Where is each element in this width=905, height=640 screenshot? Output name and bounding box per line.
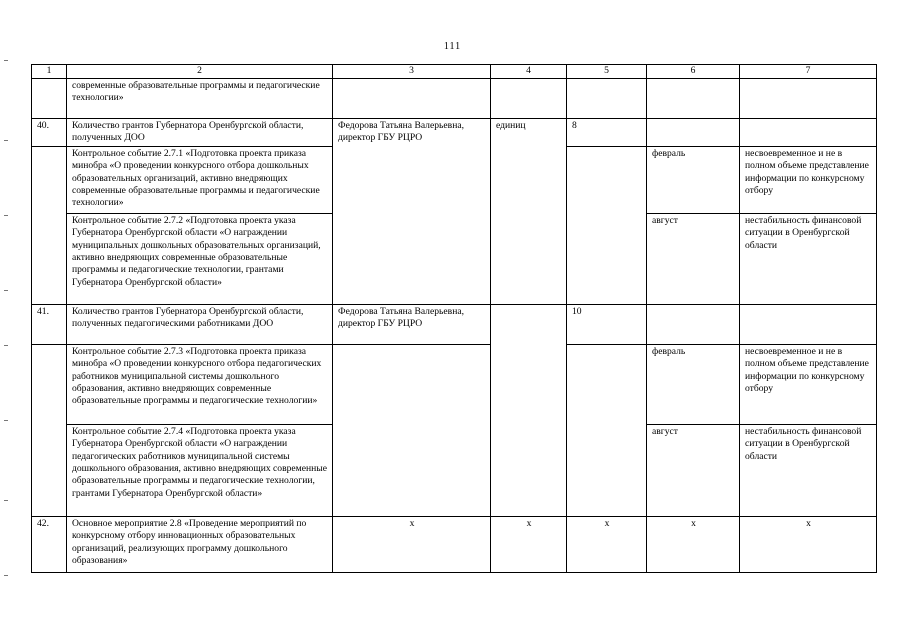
- risk-cell: [740, 304, 877, 344]
- description-cell: Контрольное событие 2.7.2 «Подготовка проекта указа Губернатора Оренбургской области «О награждении муниципальных дошкольных образовательных организаций, активно внедряющих современные образовательные программы и педагогические технологии, грантами Губернатора Оренбургской области»: [67, 213, 333, 304]
- description-cell: Контрольное событие 2.7.1 «Подготовка проекта приказа минобра «О проведении конкурсного отбора дошкольных образовательных организаций, активно внедряющих современные образовательные программы и педагогические технологии»: [67, 146, 333, 213]
- period-cell: [647, 119, 740, 147]
- period-cell: [647, 304, 740, 344]
- row-number-cell: [32, 146, 67, 304]
- row-number-cell: [32, 344, 67, 516]
- table-row: [32, 119, 877, 147]
- value-cell: [567, 79, 647, 119]
- page-number: 111: [443, 41, 462, 52]
- table-header-row: [32, 65, 877, 79]
- value-cell: [567, 344, 647, 516]
- header-cell: 5: [567, 65, 647, 79]
- risk-cell: несвоевременное и не в полном объеме представление информации по конкурсному отбору: [740, 344, 877, 424]
- header-cell: 3: [333, 65, 491, 79]
- unit-cell: [491, 304, 567, 516]
- period-cell: [647, 79, 740, 119]
- row-number-cell: [32, 79, 67, 119]
- risk-cell: х: [740, 516, 877, 572]
- risk-cell: нестабильность финансовой ситуации в Оренбургской области: [740, 213, 877, 304]
- responsible-cell: Федорова Татьяна Валерьевна, директор ГБУ РЦРО: [333, 304, 491, 344]
- value-cell: 10: [567, 304, 647, 344]
- description-cell: Контрольное событие 2.7.4 «Подготовка проекта указа Губернатора Оренбургской области «О награждении педагогических работников муниципальной системы дошкольного образования, активно внедряющих современные образовательные программы и педагогические технологии, грантами Губернатора Оренбургской области»: [67, 424, 333, 516]
- risk-cell: [740, 119, 877, 147]
- risk-cell: нестабильность финансовой ситуации в Оренбургской области: [740, 424, 877, 516]
- header-cell: 7: [740, 65, 877, 79]
- risk-cell: [740, 79, 877, 119]
- description-cell: Контрольное событие 2.7.3 «Подготовка проекта приказа минобра «О проведении конкурсного отбора педагогических работников муниципальной системы дошкольного образования, активно внедряющих современные образовательные программы и педагогические технологии»: [67, 344, 333, 424]
- table-row: [32, 516, 877, 572]
- header-cell: 4: [491, 65, 567, 79]
- responsible-cell: [333, 344, 491, 516]
- value-cell: [567, 146, 647, 304]
- responsible-cell: Федорова Татьяна Валерьевна, директор ГБУ РЦРО: [333, 119, 491, 305]
- description-cell: Количество грантов Губернатора Оренбургской области, полученных ДОО: [67, 119, 333, 147]
- table-row: [32, 344, 877, 424]
- unit-cell: х: [491, 516, 567, 572]
- row-number-cell: 41.: [32, 304, 67, 344]
- period-cell: февраль: [647, 146, 740, 213]
- risk-cell: несвоевременное и не в полном объеме представление информации по конкурсному отбору: [740, 146, 877, 213]
- description-cell: Количество грантов Губернатора Оренбургской области, полученных педагогическими работниками ДОО: [67, 304, 333, 344]
- unit-cell: [491, 79, 567, 119]
- header-cell: 1: [32, 65, 67, 79]
- value-cell: х: [567, 516, 647, 572]
- description-cell: Основное мероприятие 2.8 «Проведение мероприятий по конкурсному отбору инновационных образовательных организаций, реализующих программу дошкольного образования»: [67, 516, 333, 572]
- responsible-cell: х: [333, 516, 491, 572]
- header-cell: 2: [67, 65, 333, 79]
- period-cell: август: [647, 213, 740, 304]
- table-row: [32, 79, 877, 119]
- row-number-cell: 42.: [32, 516, 67, 572]
- table-row: [32, 304, 877, 344]
- period-cell: февраль: [647, 344, 740, 424]
- unit-cell: единиц: [491, 119, 567, 305]
- header-cell: 6: [647, 65, 740, 79]
- period-cell: август: [647, 424, 740, 516]
- description-cell: современные образовательные программы и педагогические технологии»: [67, 79, 333, 119]
- responsible-cell: [333, 79, 491, 119]
- period-cell: х: [647, 516, 740, 572]
- document-table: [31, 64, 877, 573]
- value-cell: 8: [567, 119, 647, 147]
- row-number-cell: 40.: [32, 119, 67, 147]
